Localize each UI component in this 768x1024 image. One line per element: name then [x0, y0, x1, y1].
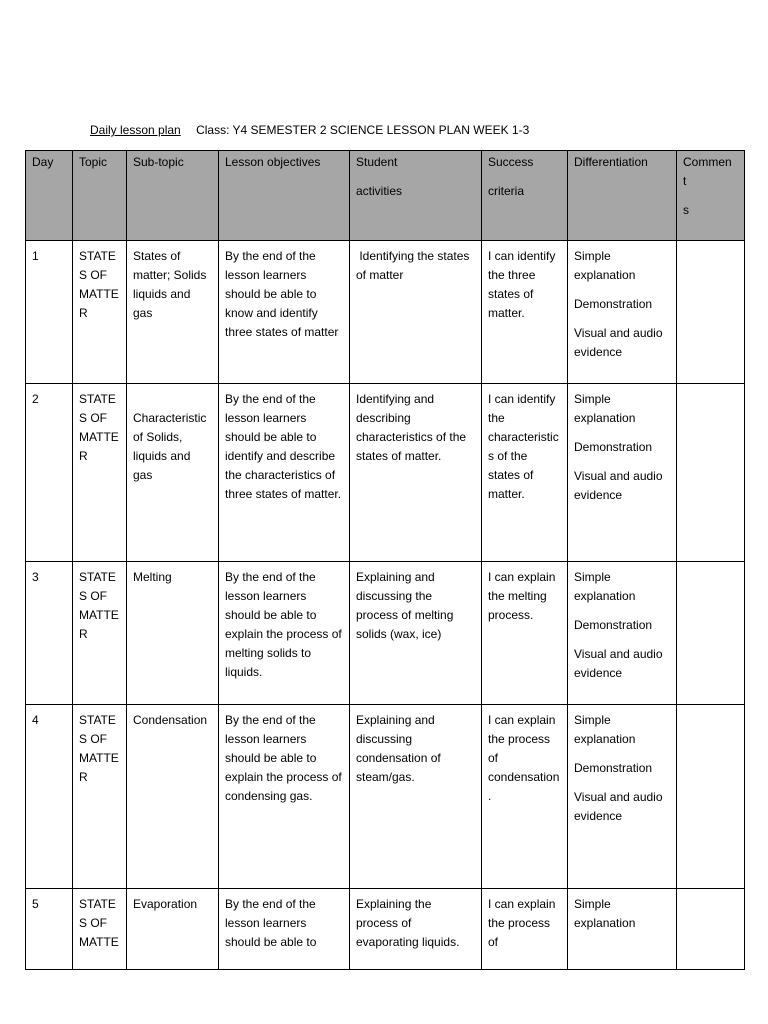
- col-header-topic: Topic: [73, 151, 127, 241]
- col-header-subtopic: Sub-topic: [127, 151, 219, 241]
- objectives-cell: By the end of the lesson learners should be able to know and identify three states of matter: [219, 241, 350, 384]
- day-cell: 5: [26, 889, 73, 970]
- day-cell: 1: [26, 241, 73, 384]
- success-cell: I can identify the three states of matter.: [482, 241, 568, 384]
- col-header-differentiation: Differentiation: [568, 151, 677, 241]
- success-cell: I can identify the characteristics of the states of matter.: [482, 384, 568, 562]
- subtopic-cell: Melting: [127, 562, 219, 705]
- activities-cell: Identifying the states of matter: [350, 241, 482, 384]
- success-cell: I can explain the process of: [482, 889, 568, 970]
- objectives-cell: By the end of the lesson learners should be able to identify and describe the characteristics of three states of matter.: [219, 384, 350, 562]
- col-header-activities: Student activities: [350, 151, 482, 241]
- comments-cell: [677, 241, 745, 384]
- success-cell: I can explain the melting process.: [482, 562, 568, 705]
- differentiation-cell: Simple explanation Demonstration Visual and audio evidence: [568, 705, 677, 889]
- col-header-objectives: Lesson objectives: [219, 151, 350, 241]
- activities-cell: Identifying and describing characteristics of the states of matter.: [350, 384, 482, 562]
- day-cell: 2: [26, 384, 73, 562]
- differentiation-cell: Simple explanation Demonstration Visual and audio evidence: [568, 384, 677, 562]
- header-row: [26, 151, 745, 241]
- success-cell: I can explain the process of condensation.: [482, 705, 568, 889]
- differentiation-cell: Simple explanation Demonstration Visual and audio evidence: [568, 562, 677, 705]
- activities-cell: Explaining the process of evaporating liquids.: [350, 889, 482, 970]
- table-row: [26, 562, 745, 705]
- objectives-cell: By the end of the lesson learners should be able to: [219, 889, 350, 970]
- subtopic-cell: Evaporation: [127, 889, 219, 970]
- subtopic-cell: States of matter; Solids liquids and gas: [127, 241, 219, 384]
- class-info: Class: Y4 SEMESTER 2 SCIENCE LESSON PLAN WEEK 1-3: [196, 123, 530, 137]
- comments-cell: [677, 889, 745, 970]
- lesson-plan-table: [25, 150, 745, 970]
- topic-cell: STATE S OF MATTE R: [73, 705, 127, 889]
- table-row: [26, 705, 745, 889]
- plan-type-label: Daily lesson plan: [90, 123, 181, 137]
- subtopic-cell: Characteristic of Solids, liquids and gas: [127, 384, 219, 562]
- col-header-success: Success criteria: [482, 151, 568, 241]
- differentiation-cell: Simple explanation Demonstration Visual and audio evidence: [568, 241, 677, 384]
- comments-cell: [677, 562, 745, 705]
- table-row: [26, 241, 745, 384]
- objectives-cell: By the end of the lesson learners should be able to explain the process of melting solids to liquids.: [219, 562, 350, 705]
- topic-cell: STATE S OF MATTE R: [73, 384, 127, 562]
- comments-cell: [677, 705, 745, 889]
- comments-cell: [677, 384, 745, 562]
- activities-cell: Explaining and discussing the process of melting solids (wax, ice): [350, 562, 482, 705]
- col-header-day: Day: [26, 151, 73, 241]
- day-cell: 3: [26, 562, 73, 705]
- topic-cell: STATE S OF MATTE: [73, 889, 127, 970]
- table-row: [26, 889, 745, 970]
- topic-cell: STATE S OF MATTE R: [73, 241, 127, 384]
- topic-cell: STATE S OF MATTE R: [73, 562, 127, 705]
- document-title: [90, 123, 529, 137]
- day-cell: 4: [26, 705, 73, 889]
- objectives-cell: By the end of the lesson learners should be able to explain the process of condensing gas.: [219, 705, 350, 889]
- differentiation-cell: Simple explanation: [568, 889, 677, 970]
- activities-cell: Explaining and discussing condensation of steam/gas.: [350, 705, 482, 889]
- col-header-comments: Commen t s: [677, 151, 745, 241]
- subtopic-cell: Condensation: [127, 705, 219, 889]
- table-row: [26, 384, 745, 562]
